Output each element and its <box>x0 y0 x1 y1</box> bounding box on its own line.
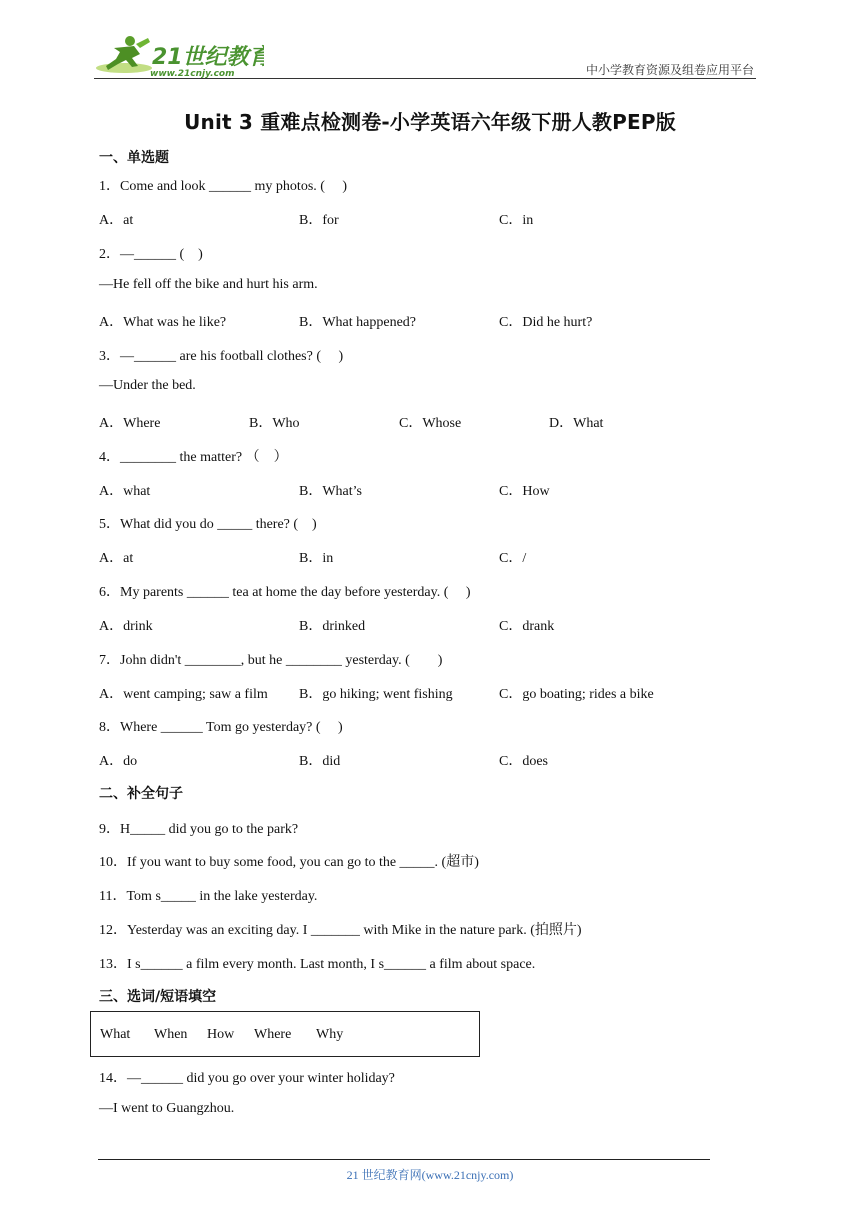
site-logo <box>94 34 264 80</box>
question-3-response: —Under the bed. <box>99 378 196 393</box>
q6-option-c[interactable]: C．drank <box>499 619 555 634</box>
page-title: Unit 3 重难点检测卷-小学英语六年级下册人教PEP版 <box>184 110 676 134</box>
question-13: 13．I s______ a film every month. Last month, I s______ a film about space. <box>99 957 536 972</box>
logo-text: 21世纪教育 <box>152 45 264 70</box>
question-3: 3．—______ are his football clothes? ( ) <box>99 349 344 364</box>
runner-logo-icon <box>94 34 264 80</box>
q6-option-b[interactable]: B．drinked <box>299 619 366 634</box>
q1-option-b[interactable]: B．for <box>299 213 339 228</box>
q1-option-c[interactable]: C．in <box>499 213 534 228</box>
header-platform-text: 中小学教育资源及组卷应用平台 <box>585 63 754 77</box>
word-bank-box <box>90 1011 480 1057</box>
q2-option-b[interactable]: B．What happened? <box>299 315 417 330</box>
word-bank-item: What <box>100 1027 131 1042</box>
q7-option-b[interactable]: B．go hiking; went fishing <box>299 687 453 702</box>
q3-option-a[interactable]: A．Where <box>99 416 161 431</box>
q8-option-b[interactable]: B．did <box>299 754 341 769</box>
question-7: 7．John didn't ________, but he ________ yesterday. ( ) <box>99 653 443 668</box>
word-bank-item: Where <box>254 1027 292 1042</box>
q2-option-c[interactable]: C．Did he hurt? <box>499 315 593 330</box>
q5-option-c[interactable]: C．/ <box>499 551 527 566</box>
word-bank-item: Why <box>316 1027 344 1042</box>
question-10: 10．If you want to buy some food, you can go to the _____. (超市) <box>99 855 479 870</box>
q7-option-a[interactable]: A．went camping; saw a film <box>99 687 268 702</box>
question-12: 12．Yesterday was an exciting day. I _______ with Mike in the nature park. (拍照片) <box>99 923 582 938</box>
q8-option-c[interactable]: C．does <box>499 754 548 769</box>
question-6: 6．My parents ______ tea at home the day before yesterday. ( ) <box>99 585 471 600</box>
question-4: 4．________ the matter? （ ） <box>99 450 288 465</box>
q3-option-c[interactable]: C．Whose <box>399 416 462 431</box>
word-bank-item: How <box>207 1027 235 1042</box>
question-5: 5．What did you do _____ there? ( ) <box>99 517 317 532</box>
section-heading-single-choice: 一、单选题 <box>99 150 169 166</box>
q1-option-a[interactable]: A．at <box>99 213 134 228</box>
q6-option-a[interactable]: A．drink <box>99 619 153 634</box>
section-heading-word-fill: 三、选词/短语填空 <box>99 989 217 1005</box>
header-divider <box>94 78 756 79</box>
q2-option-a[interactable]: A．What was he like? <box>99 315 227 330</box>
q8-option-a[interactable]: A．do <box>99 754 138 769</box>
question-9: 9．H_____ did you go to the park? <box>99 822 299 837</box>
q5-option-a[interactable]: A．at <box>99 551 134 566</box>
footer-link[interactable]: 21 世纪教育网(www.21cnjy.com) <box>346 1168 514 1182</box>
question-8: 8．Where ______ Tom go yesterday? ( ) <box>99 720 343 735</box>
question-14-response: —I went to Guangzhou. <box>99 1101 235 1116</box>
question-14: 14．—______ did you go over your winter holiday? <box>99 1071 395 1086</box>
q4-option-b[interactable]: B．What’s <box>299 484 362 499</box>
q5-option-b[interactable]: B．in <box>299 551 334 566</box>
q4-option-a[interactable]: A．what <box>99 484 151 499</box>
question-11: 11．Tom s_____ in the lake yesterday. <box>99 889 318 904</box>
word-bank-item: When <box>154 1027 188 1042</box>
footer-divider <box>98 1159 710 1160</box>
section-heading-complete-sentences: 二、补全句子 <box>99 786 183 802</box>
q3-option-d[interactable]: D．What <box>549 416 604 431</box>
q4-option-c[interactable]: C．How <box>499 484 550 499</box>
question-2: 2．—______ ( ) <box>99 247 203 262</box>
logo-url: www.21cnjy.com <box>150 69 235 79</box>
question-1: 1．Come and look ______ my photos. ( ) <box>99 179 348 194</box>
question-2-response: —He fell off the bike and hurt his arm. <box>99 277 318 292</box>
q7-option-c[interactable]: C．go boating; rides a bike <box>499 687 654 702</box>
q3-option-b[interactable]: B．Who <box>249 416 300 431</box>
